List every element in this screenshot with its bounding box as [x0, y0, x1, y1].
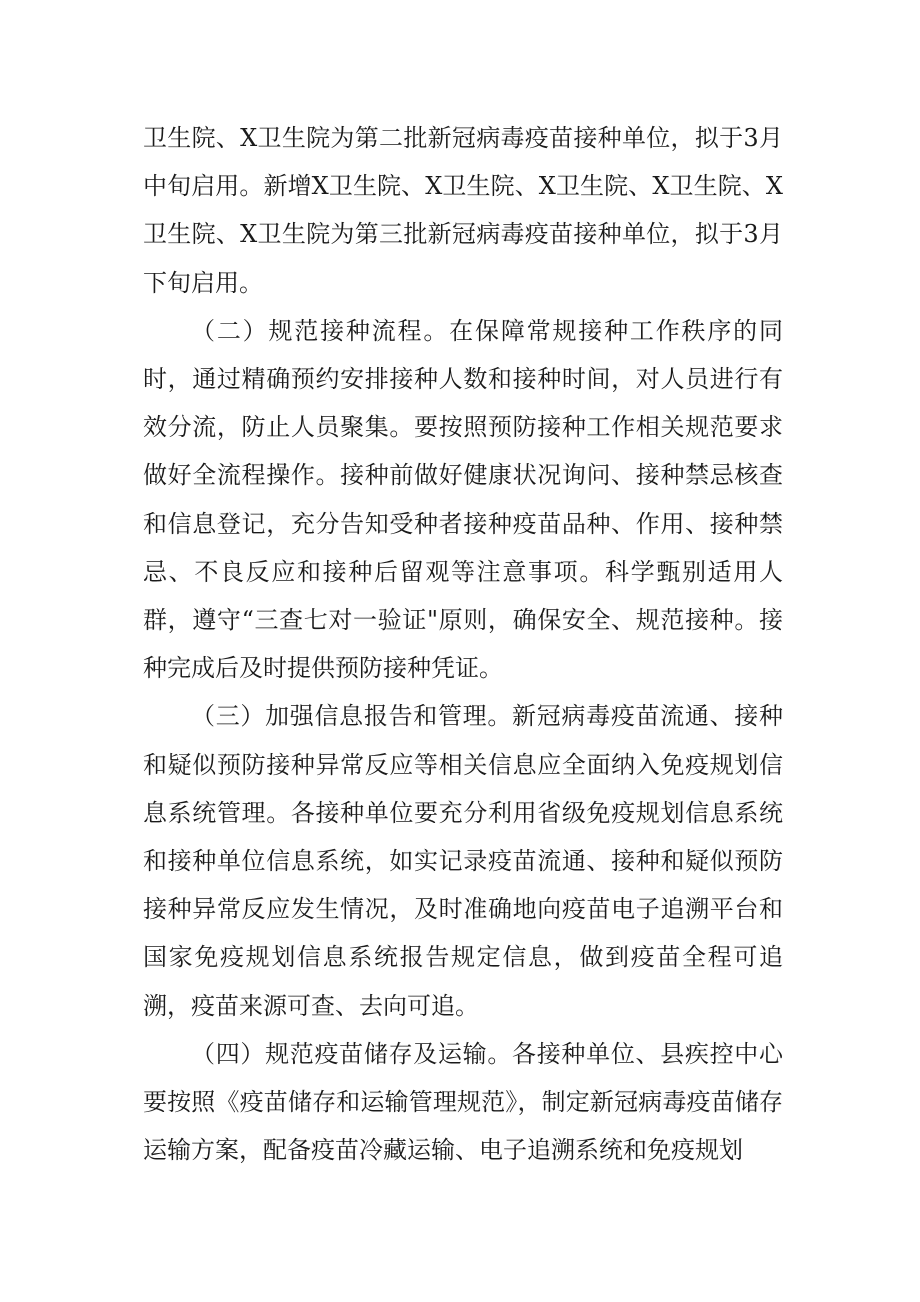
paragraph-continuation: 卫生院、X卫生院为第二批新冠病毒疫苗接种单位，拟于3月中旬启用。新增X卫生院、X卫生院、X卫生院、X卫生院、X卫生院、X卫生院为第三批新冠病毒疫苗接种单位，拟于3月下旬启用。 — [143, 124, 783, 297]
paragraph-section-2: （二）规范接种流程。在保障常规接种工作秩序的同时，通过精确预约安排接种人数和接种时间，对人员进行有效分流，防止人员聚集。要按照预防接种工作相关规范要求做好全流程操作。接种前做好健康状况询问、接种禁忌核查和信息登记，充分告知受种者接种疫苗品种、作用、接种禁忌、不良反应和接种后留观等注意事项。科学甄别适用人群，遵守“三查七对一验证"原则，确保安全、规范接种。接种完成后及时提供预防接种凭证。 — [143, 316, 783, 683]
paragraph-section-4: （四）规范疫苗储存及运输。各接种单位、县疾控中心要按照《疫苗储存和运输管理规范》，制定新冠病毒疫苗储存运输方案，配备疫苗冷藏运输、电子追溯系统和免疫规划 — [143, 1039, 783, 1165]
paragraph-section-3: （三）加强信息报告和管理。新冠病毒疫苗流通、接种和疑似预防接种异常反应等相关信息应全面纳入免疫规划信息系统管理。各接种单位要充分利用省级免疫规划信息系统和接种单位信息系统，如实记录疫苗流通、接种和疑似预防接种异常反应发生情况，及时准确地向疫苗电子追溯平台和国家免疫规划信息系统报告规定信息，做到疫苗全程可追溯，疫苗来源可查、去向可追。 — [143, 702, 783, 1020]
document-body — [143, 114, 783, 1174]
